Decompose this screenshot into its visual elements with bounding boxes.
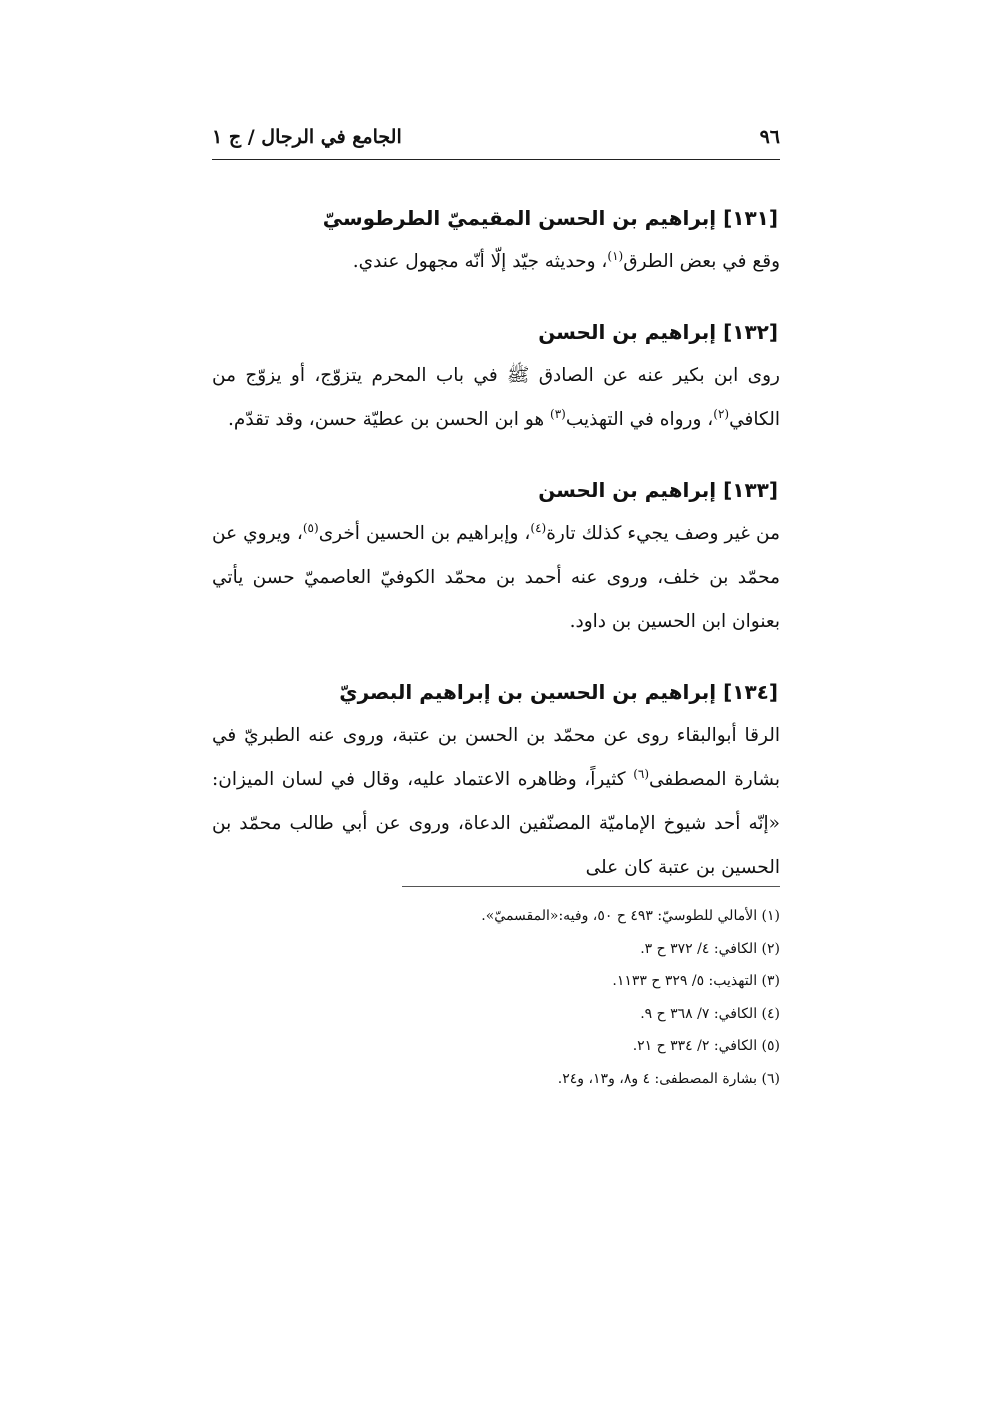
entry-text: هو ابن الحسن بن عطيّة حسن، وقد تقدّم.: [228, 409, 551, 430]
page-number: ٩٦: [759, 126, 780, 148]
footnote-rule: [402, 886, 780, 887]
entry: [212, 196, 780, 284]
footnote-reference: (٢): [713, 406, 730, 421]
entry-text: روى ابن بكير عنه عن الصادق ﷺ في باب المحرم يتزوّج، أو يزوّج من الكافي: [212, 365, 780, 430]
footnote: (٢) الكافي: ٤/ ٣٧٢ ح ٣.: [640, 940, 780, 957]
entry-text: ، وإبراهيم بن الحسين أخرى: [318, 523, 531, 544]
entry-body: [212, 354, 780, 442]
entry-text: ، ويروي عن محمّد بن خلف، وروى عنه أحمد بن محمّد الكوفيّ العاصميّ حسن يأتي بعنوان ابن الحسين بن داود.: [212, 523, 780, 632]
entry-heading: [١٣٤] إبراهيم بن الحسين بن إبراهيم البصريّ: [339, 680, 778, 704]
footnote-reference: (٦): [633, 766, 650, 781]
entry: [212, 468, 780, 644]
entry: [212, 670, 780, 890]
entry-text: الرقا أبوالبقاء روى عن محمّد بن الحسن بن عتبة، وروى عنه الطبريّ في بشارة المصطفى: [212, 725, 780, 790]
entry: [212, 310, 780, 442]
entry-heading: [١٣٣] إبراهيم بن الحسن: [538, 478, 778, 502]
entry-body: [212, 240, 780, 284]
entry-text: وقع في بعض الطرق: [623, 251, 780, 272]
entry-body: [212, 714, 780, 890]
entry-heading: [١٣١] إبراهيم بن الحسن المقيميّ الطرطوسيّ: [322, 206, 778, 230]
footnote-reference: (٤): [530, 520, 547, 535]
entry-text: ، ورواه في التهذيب: [565, 409, 714, 430]
footnote: (٣) التهذيب: ٥/ ٣٢٩ ح ١١٣٣.: [612, 973, 780, 989]
header-rule: [212, 159, 780, 160]
entry-heading: [١٣٢] إبراهيم بن الحسن: [538, 320, 778, 344]
running-title: الجامع في الرجال / ج ١: [212, 126, 402, 148]
footnote: (١) الأمالي للطوسيّ: ٤٩٣ ح ٥٠، وفيه:«المقسميّ».: [481, 908, 780, 924]
footnote: (٤) الكافي: ٧/ ٣٦٨ ح ٩.: [640, 1005, 780, 1022]
footnote: (٦) بشارة المصطفى: ٤ و٨، و١٣، و٢٤.: [557, 1070, 780, 1087]
running-header: [212, 118, 780, 158]
footnote-reference: (٥): [302, 520, 319, 535]
entries-section: [212, 196, 780, 916]
footnotes-list: [212, 900, 780, 1095]
entry-text: من غير وصف يجيء كذلك تارة: [546, 523, 780, 544]
entry-text: كثيراً، وظاهره الاعتماد عليه، وقال في لسان الميزان: «إنّه أحد شيوخ الإماميّة المصنّفين الدعاة، وروى عن أبي طالب محمّد بن الحسين بن عتبة كان على: [212, 769, 780, 878]
entry-body: [212, 512, 780, 644]
entry-text: ، وحديثه جيّد إلّا أنّه مجهول عندي.: [352, 251, 608, 272]
footnote-reference: (١): [607, 248, 624, 263]
footnote: (٥) الكافي: ٢/ ٣٣٤ ح ٢١.: [632, 1038, 780, 1054]
footnote-reference: (٣): [550, 406, 566, 421]
